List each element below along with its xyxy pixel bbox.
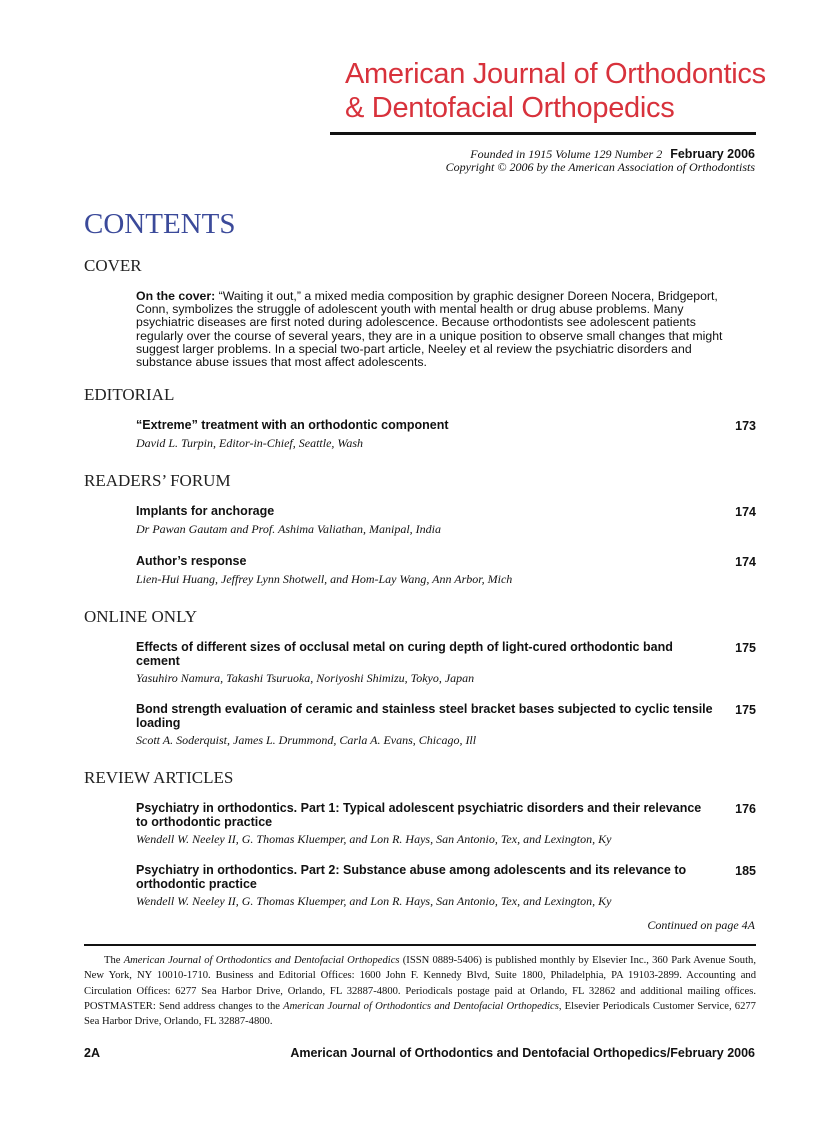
cover-text: “Waiting it out,” a mixed media composition by graphic designer Doreen Nocera, Bridgeport, Conn, symbolizes the struggle of adolescent youth with mental health or drug abuse problems. Many psychiatric diseases are first noted during adolescence. Because orthodontists see adolescent patients regularly over the course of several years, they are in a unique position to observe small changes that might suggest larger problems. In a special two-part article, Neeley et al review the psychiatric disorders and substance abuse issues that most affect adolescents.: [136, 289, 723, 370]
note-text: The: [104, 955, 124, 966]
toc-entry[interactable]: [136, 555, 756, 587]
founded-volume: Founded in 1915 Volume 129 Number 2: [470, 147, 663, 161]
running-footer: American Journal of Orthodontics and Dentofacial Orthopedics/February 2006: [290, 1046, 755, 1060]
journal-logo-line2: & Dentofacial Orthopedics: [345, 92, 675, 124]
entry-page: 173: [735, 419, 756, 433]
toc-entry[interactable]: [136, 505, 756, 537]
entry-authors: David L. Turpin, Editor-in-Chief, Seattle, Wash: [136, 435, 363, 450]
entry-page: 185: [735, 864, 756, 878]
toc-entry[interactable]: [136, 802, 756, 847]
continued-note: Continued on page 4A: [647, 918, 755, 932]
entry-title[interactable]: Effects of different sizes of occlusal metal on curing depth of light-cured orthodontic band cement: [136, 640, 673, 668]
cover-description: [136, 290, 742, 369]
section-heading-cover: COVER: [84, 256, 142, 275]
entry-authors: Wendell W. Neeley II, G. Thomas Kluemper, and Lon R. Hays, San Antonio, Tex, and Lexington, Ky: [136, 894, 612, 908]
cover-label: On the cover:: [136, 289, 216, 303]
entry-title[interactable]: Psychiatry in orthodontics. Part 1: Typical adolescent psychiatric disorders and their relevance to orthodontic practice: [136, 801, 702, 829]
copyright: Copyright © 2006 by the American Association of Orthodontists: [445, 160, 755, 174]
entry-authors: Lien-Hui Huang, Jeffrey Lynn Shotwell, and Hom-Lay Wang, Ann Arbor, Mich: [136, 571, 513, 586]
note-text: , Elsevier Periodicals Customer Service, 6277 Sea Harbor Drive, Orlando, FL 32887-4800.: [84, 1000, 756, 1028]
section-heading-review-articles: REVIEW ARTICLES: [84, 768, 234, 787]
entry-title[interactable]: Psychiatry in orthodontics. Part 2: Substance abuse among adolescents and its relevance to orthodontic practice: [136, 863, 687, 891]
entry-page: 175: [735, 703, 756, 717]
toc-entry[interactable]: [136, 419, 756, 451]
entry-authors: Yasuhiro Namura, Takashi Tsuruoka, Noriyoshi Shimizu, Tokyo, Japan: [136, 671, 475, 685]
note-journal: American Journal of Orthodontics and Dentofacial Orthopedics: [123, 955, 400, 966]
entry-title[interactable]: Bond strength evaluation of ceramic and stainless steel bracket bases subjected to cyclic tensile loading: [136, 702, 713, 730]
page-title: CONTENTS: [84, 208, 236, 240]
footer-rule: [84, 944, 756, 946]
note-text: (ISSN 0889-5406) is published monthly by Elsevier Inc., 360 Park Avenue South, New York, NY 10010-1710. Business and Editorial Offices: 1600 John F. Kennedy Blvd, Suite 1800, Philadelphia, PA 19103-2899. Accounting and Circulation Offices: 6277 Sea Harbor Drive, Orlando, FL 32887-4800. Periodicals postage paid at Orlando, FL 32862 and additional mailing offices. POSTMASTER: Send address changes to the: [84, 955, 756, 1012]
issue-date: February 2006: [670, 147, 755, 161]
toc-entry[interactable]: [136, 864, 756, 909]
entry-page: 174: [735, 555, 756, 569]
entry-authors: Scott A. Soderquist, James L. Drummond, Carla A. Evans, Chicago, Ill: [136, 733, 477, 747]
entry-authors: Wendell W. Neeley II, G. Thomas Kluemper, and Lon R. Hays, San Antonio, Tex, and Lexington, Ky: [136, 832, 612, 846]
section-heading-readers-forum: READERS’ FORUM: [84, 471, 231, 490]
entry-title[interactable]: Implants for anchorage: [136, 504, 275, 518]
entry-page: 174: [735, 505, 756, 519]
section-heading-online-only: ONLINE ONLY: [84, 607, 198, 626]
entry-authors: Dr Pawan Gautam and Prof. Ashima Valiathan, Manipal, India: [136, 521, 442, 536]
header-rule: [330, 132, 756, 135]
entry-title[interactable]: Author’s response: [136, 554, 247, 568]
entry-page: 176: [735, 802, 756, 816]
toc-entry[interactable]: [136, 641, 756, 686]
entry-page: 175: [735, 641, 756, 655]
note-journal: American Journal of Orthodontics and Dentofacial Orthopedics: [283, 1000, 559, 1012]
page-number: 2A: [84, 1046, 100, 1060]
journal-logo-line1: American Journal of Orthodontics: [345, 58, 766, 90]
toc-entry[interactable]: [136, 703, 756, 748]
section-heading-editorial: EDITORIAL: [84, 385, 175, 404]
entry-title[interactable]: “Extreme” treatment with an orthodontic component: [136, 418, 449, 432]
publisher-note: [84, 953, 756, 1029]
